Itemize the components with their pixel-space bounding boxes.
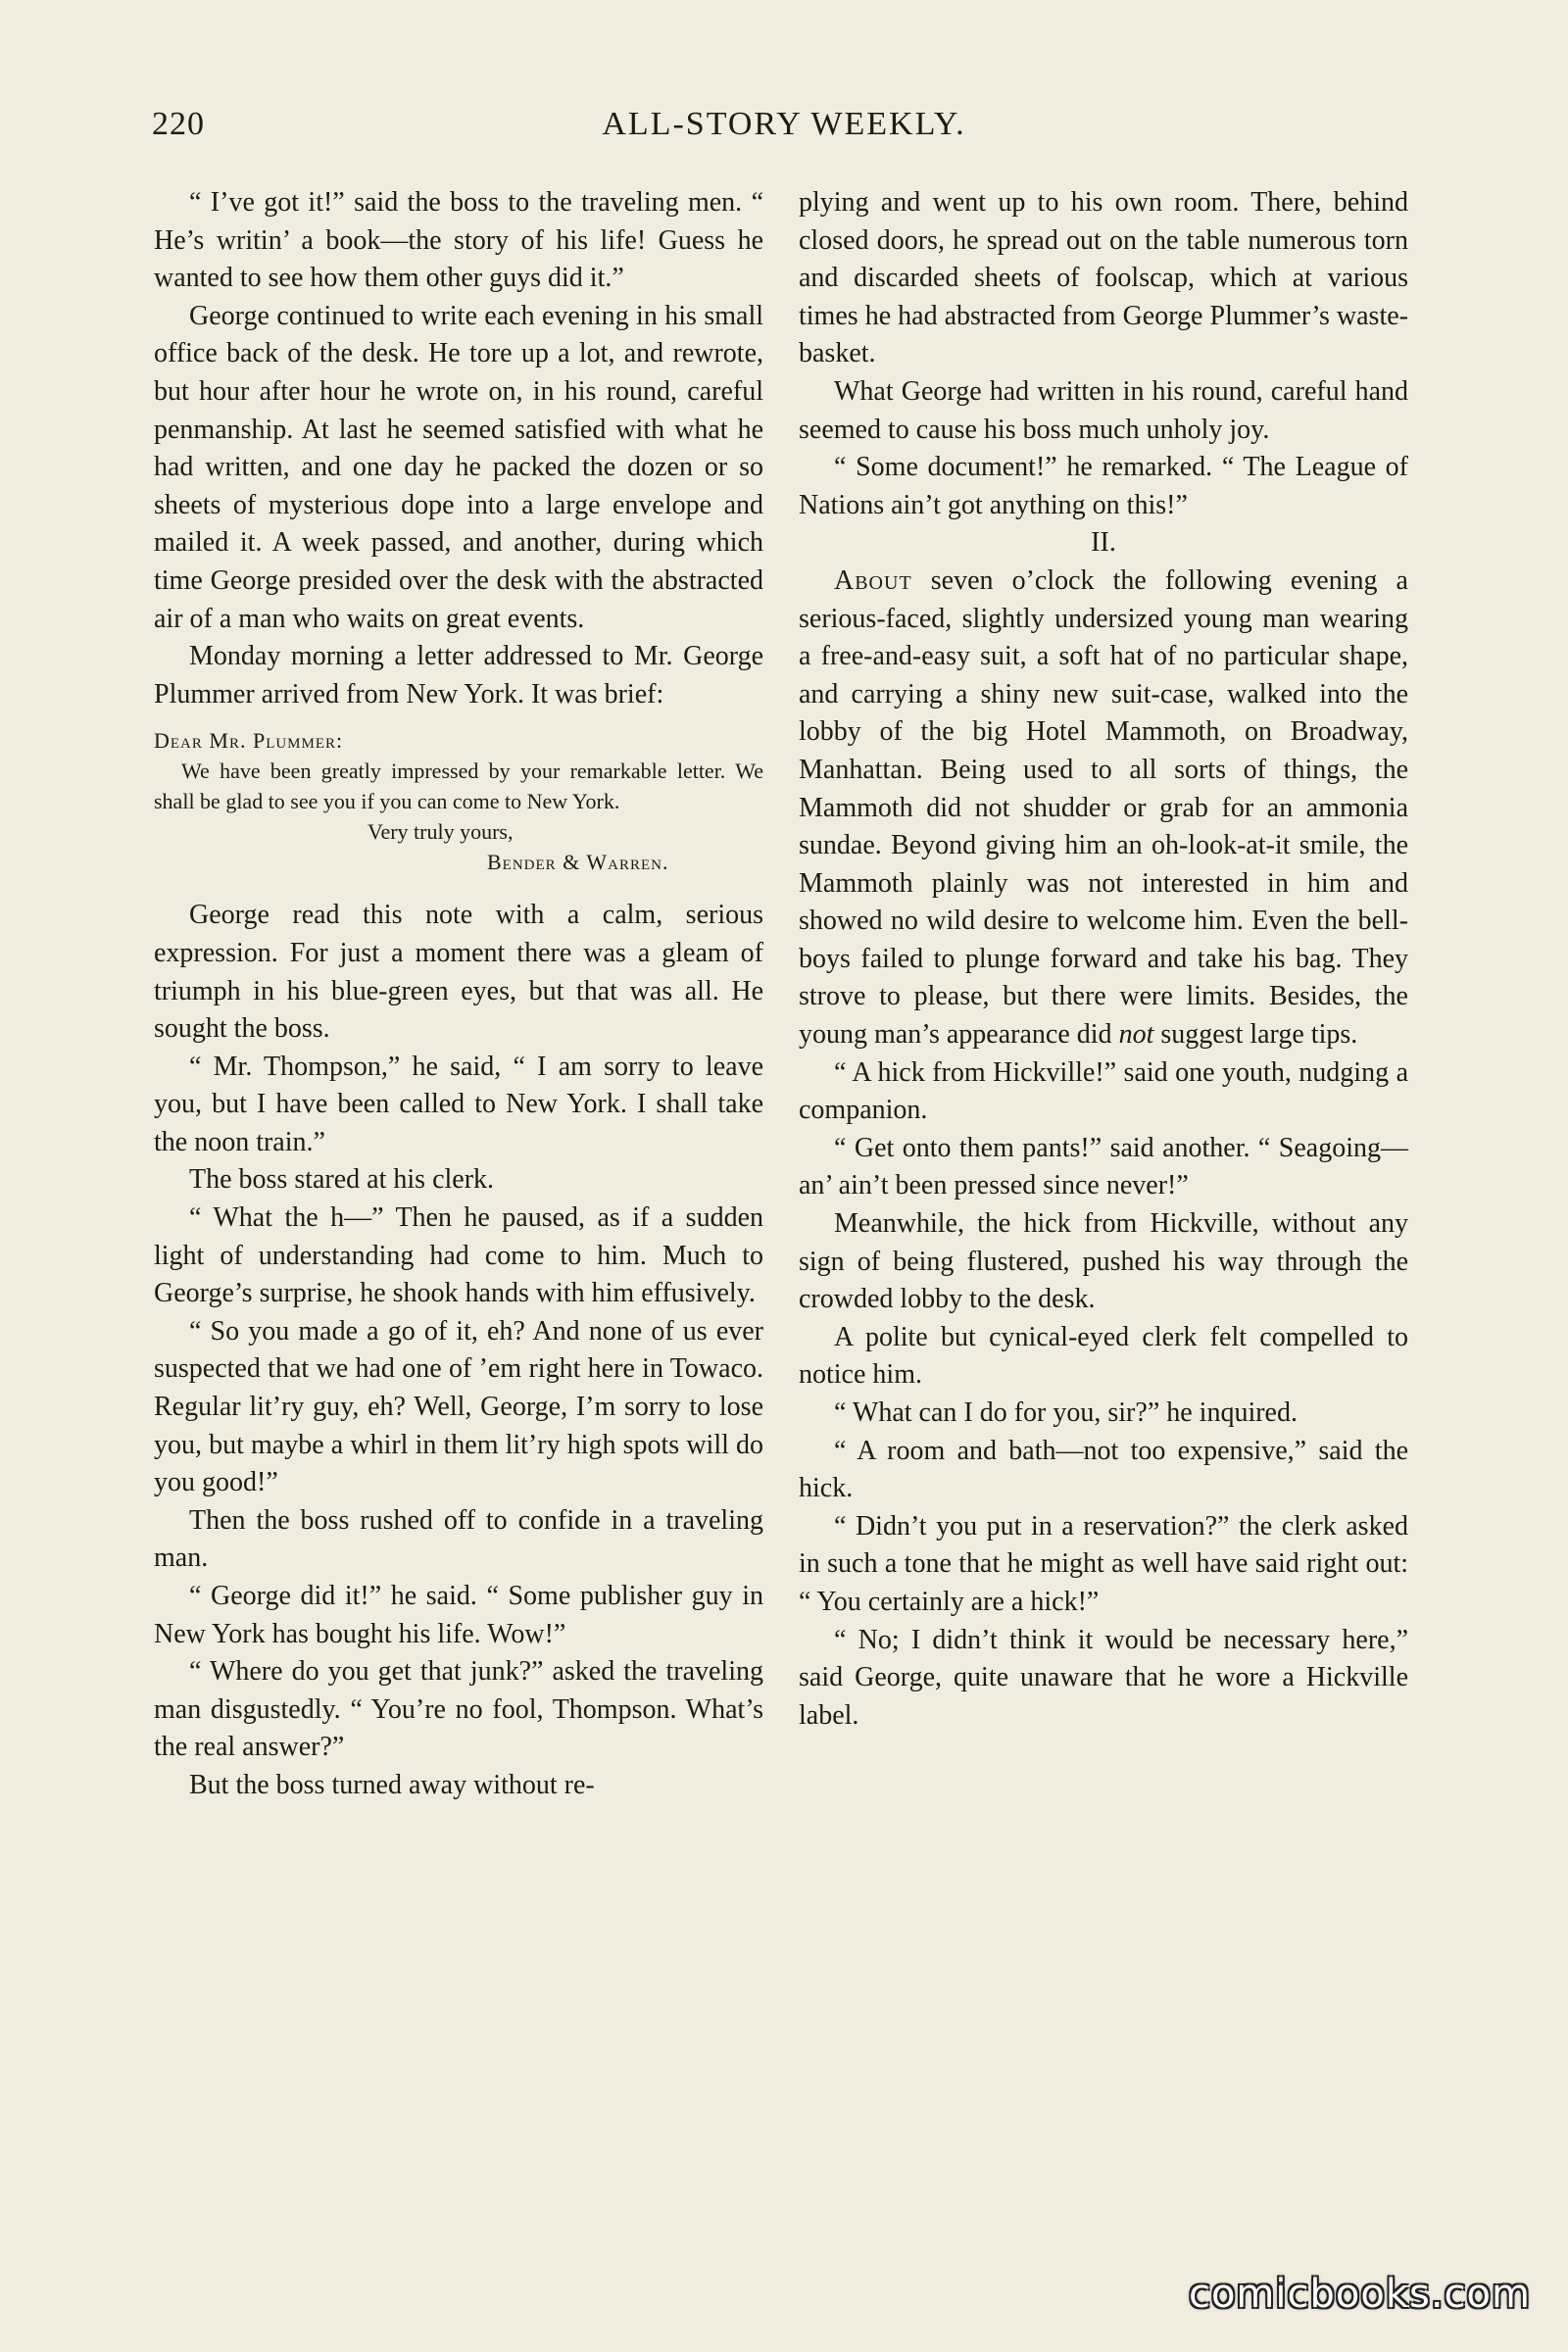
paragraph: “ I’ve got it!” said the boss to the traveling men. “ He’s writin’ a book—the story of his life! Guess he wanted to see how them other guys did it.” [154, 187, 763, 294]
paragraph: What George had written in his round, careful hand seemed to cause his boss much unholy joy. [799, 375, 1408, 445]
paragraph: “ Get onto them pants!” said another. “ Seagoing—an’ ain’t been pressed since never!” [799, 1132, 1408, 1201]
paragraph: “ Didn’t you put in a reservation?” the clerk asked in such a tone that he might as well have said right out: “ You certainly are a hick!” [799, 1510, 1408, 1617]
paragraph: But the boss turned away without re- [189, 1769, 595, 1800]
letter-closing: Very truly yours, [368, 819, 514, 845]
paragraph: “ A hick from Hickville!” said one youth, nudging a companion. [799, 1056, 1408, 1126]
right-column [799, 184, 1408, 1735]
page-number: 220 [152, 106, 205, 142]
left-column [154, 184, 763, 1805]
section-number: II. [1091, 527, 1116, 559]
site-watermark: comicbooks.com [1188, 2272, 1531, 2317]
letter-salutation: Dear Mr. Plummer: [154, 728, 344, 754]
lead-word: About [834, 564, 912, 596]
paragraph: Monday morning a letter addressed to Mr. George Plummer arrived from New York. It was brief: [154, 641, 763, 710]
paragraph: “ What the h—” Then he paused, as if a sudden light of understanding had come to him. Much to George’s surprise, he shook hands with him effusively. [154, 1202, 763, 1309]
paragraph: “ What can I do for you, sir?” he inquired. [834, 1397, 1298, 1428]
paragraph: plying and went up to his own room. There, behind closed doors, he spread out on the table numerous torn and discarded sheets of foolscap, which at various times he had abstracted from George Plummer’s waste-basket. [799, 187, 1408, 369]
paragraph: George read this note with a calm, serious expression. For just a moment there was a gleam of triumph in his blue-green eyes, but that was all. He sought the boss. [154, 900, 763, 1045]
running-title: ALL-STORY WEEKLY. [602, 106, 966, 142]
paragraph: “ George did it!” he said. “ Some publisher guy in New York has bought his life. Wow!” [154, 1581, 763, 1649]
paragraph: “ No; I didn’t think it would be necessary here,” said George, quite unaware that he wore a Hickville label. [799, 1624, 1408, 1731]
paragraph: Meanwhile, the hick from Hickville, without any sign of being flustered, pushed his way through the crowded lobby to the desk. [799, 1208, 1408, 1315]
paragraph: George continued to write each evening in his small office back of the desk. He tore up a lot, and rewrote, but hour after hour he wrote on, in his round, careful penmanship. At last he seemed satisfied with what he had written, and one day he packed the dozen or so sheets of mysterious dope into a large envelope and mailed it. A week passed, and another, during which time George presided over the desk with the abstracted air of a man who waits on great events. [154, 300, 763, 634]
letter-signature: Bender & Warren. [487, 850, 669, 875]
paragraph: A polite but cynical-eyed clerk felt compelled to notice him. [799, 1321, 1408, 1391]
paragraph: The boss stared at his clerk. [189, 1164, 495, 1196]
page-header [152, 106, 1416, 155]
paragraph: “ So you made a go of it, eh? And none of us ever suspected that we had one of ’em right here in Towaco. Regular lit’ry guy, eh? Well, George, I’m sorry to lose you, but maybe a whirl in them lit’ry high spots will do you good!” [154, 1315, 763, 1498]
letter-quote [154, 725, 763, 877]
letter-body: We have been greatly impressed by your remarkable letter. We shall be glad to see you if you can come to New York. [154, 759, 763, 814]
paragraph: “ Some document!” he remarked. “ The League of Nations ain’t got anything on this!” [799, 452, 1408, 520]
paragraph: Then the boss rushed off to confide in a traveling man. [154, 1504, 763, 1574]
paragraph: “ Mr. Thompson,” he said, “ I am sorry to leave you, but I have been called to New York. I shall take the noon train.” [154, 1051, 763, 1157]
paragraph [799, 563, 1408, 1054]
paragraph-text: suggest large tips. [1153, 1019, 1358, 1051]
paragraph: “ A room and bath—not too expensive,” said the hick. [799, 1435, 1408, 1504]
emphasis-text: not [1118, 1019, 1154, 1051]
paragraph-text: seven o’clock the following evening a serious-faced, slightly undersized young man wearing a free-and-easy suit, a soft hat of no particular shape, and carrying a shiny new suit-case, walked into the lobby of the big Hotel Mammoth, on Broadway, Manhattan. Being used to all sorts of things, the Mammoth did not shudder or grab for an ammonia sundae. Beyond giving him an oh-look-at-it smile, the Mammoth plainly was not interested in him and showed no wild desire to welcome him. Even the bell-boys failed to plunge forward and take his bag. They strove to please, but there were limits. Besides, the young man’s appearance did [799, 564, 1408, 1051]
paragraph: “ Where do you get that junk?” asked the traveling man disgustedly. “ You’re no fool, Thompson. What’s the real answer?” [154, 1656, 763, 1763]
